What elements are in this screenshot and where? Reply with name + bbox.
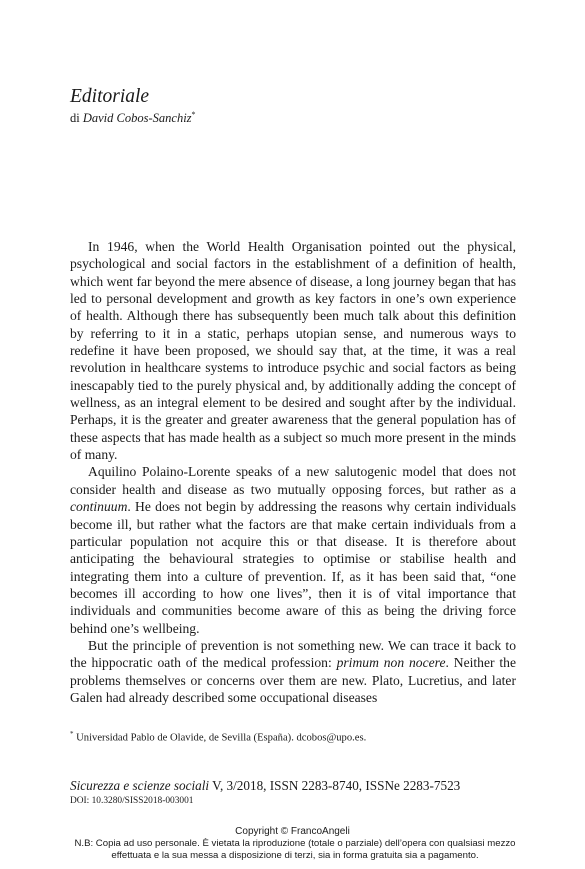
paragraph-1: In 1946, when the World Health Organisation pointed out the physical, psychological and social factors in the establishment of a definition of health, which went far beyond the mere absence of disease, a long journey began that has led to personal development and growth as key factors in one’s own experience of health. Although there has subsequently been much talk about this definition by referring to it in a static, perhaps utopian sense, and numerous ways to redefine it have been proposed, we should say that, at the time, it was a real revolution in healthcare systems to introduce psychic and social factors as being inescapably tied to the purely physical and, by additionally adding the concept of wellness, as an integral element to be desired and sought after by the individual. Perhaps, it is the greater and greater awareness that the general population has of these aspects that has made health as a subject so much more present in the minds of many. xyxy=(70,239,516,463)
paragraph-3-text-b: . Neither the problems themselves or concerns over them are new. Plato, Lucretius, and later Galen had already described some occupational diseases xyxy=(70,655,516,705)
journal-citation xyxy=(70,778,460,794)
paragraph-3-italic: primum non nocere xyxy=(336,655,446,671)
author-name: David Cobos-Sanchiz xyxy=(82,111,192,126)
paragraph-2-italic: continuum xyxy=(70,499,128,515)
footnote-mark: * xyxy=(70,730,74,738)
paragraph-2-text-b: . He does not begin by addressing the reasons why certain individuals become ill, but rather what the factors are that make certain individuals from a particular population not acquire this or that disease. It is therefore about anticipating the behavioural strategies to optimise or stabilise health and integrating them into a culture of prevention. If, as it has been said that, “one becomes ill according to how one lives”, then it is of vital importance that individuals and communities become aware of this as being the driving force behind one’s wellbeing. xyxy=(70,499,516,636)
footnote-text: Universidad Pablo de Olavide, de Sevilla (España). dcobos@upo.es. xyxy=(73,732,367,744)
doi-line: DOI: 10.3280/SISS2018-003001 xyxy=(70,796,194,806)
journal-name: Sicurezza e scienze sociali xyxy=(70,778,210,793)
paragraph-3-text-a: But the principle of prevention is not something new. We can trace it back to the hippocratic oath of the medical profession: xyxy=(70,637,516,671)
paragraph-2 xyxy=(70,463,516,636)
copyright-line: Copyright © FrancoAngeli xyxy=(235,826,350,837)
usage-notice: N.B: Copia ad uso personale. È vietata la riproduzione (totale o parziale) dell’opera con qualsiasi mezzo effettuata e la sua messa a disposizione di terzi, sia in forma gratuita sia a pagamento. xyxy=(74,838,516,862)
author-footnote-mark: * xyxy=(191,110,196,119)
author-line xyxy=(70,110,196,126)
journal-details: V, 3/2018, ISSN 2283-8740, ISSNe 2283-7523 xyxy=(209,778,461,793)
article-body xyxy=(70,238,516,706)
paragraph-2-text-a: Aquilino Polaino-Lorente speaks of a new salutogenic model that does not consider health and disease as two mutually opposing forces, but rather as a xyxy=(70,464,516,497)
paragraph-3 xyxy=(70,637,516,706)
author-prefix: di xyxy=(70,111,83,126)
article-title: Editoriale xyxy=(70,86,150,107)
author-footnote xyxy=(70,730,366,744)
